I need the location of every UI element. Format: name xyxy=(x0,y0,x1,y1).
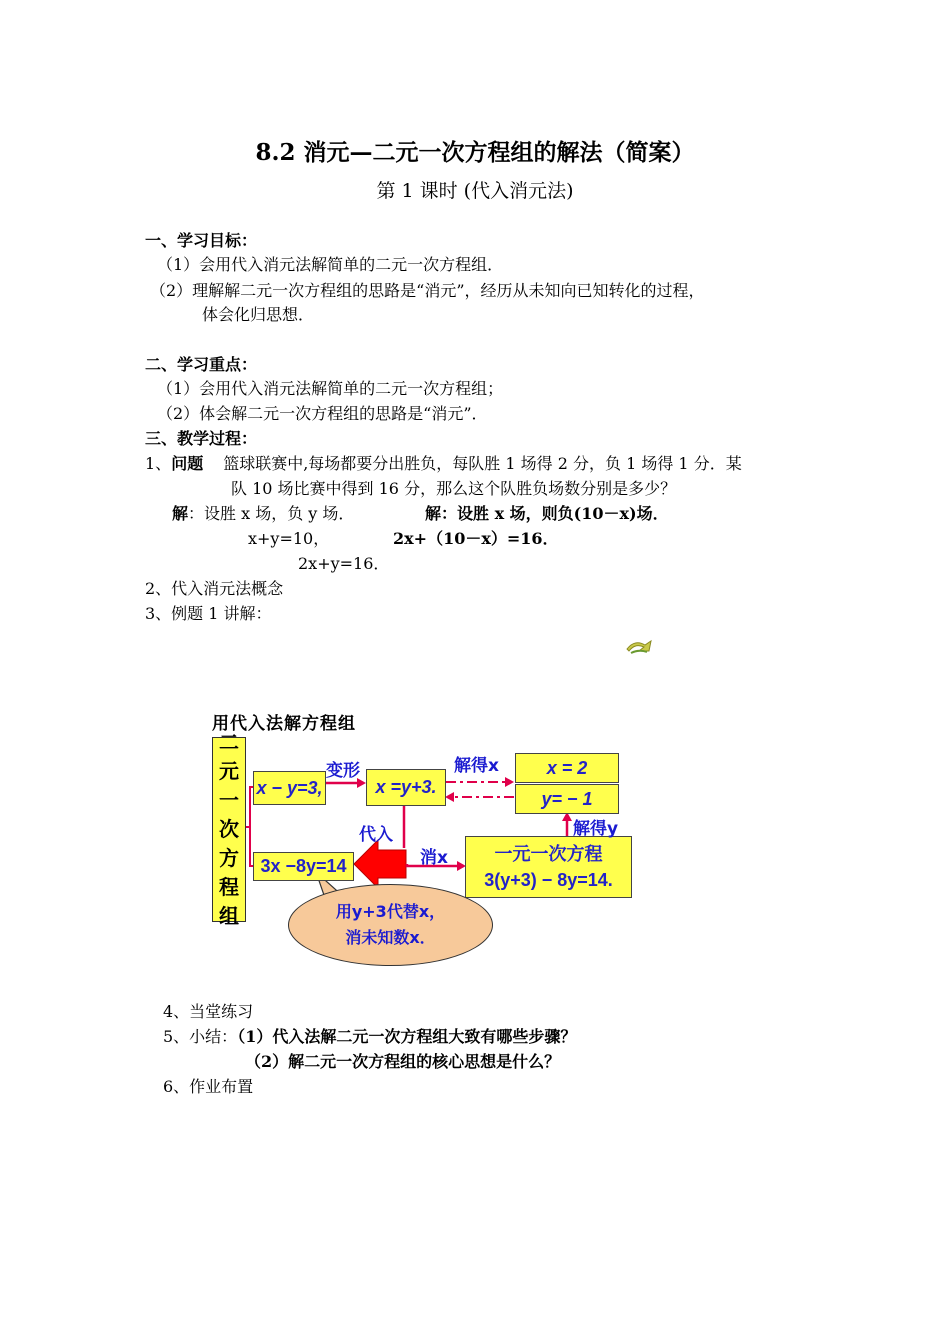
linear-equation-title: 一元一次方程 xyxy=(494,844,603,864)
solution-1-label: 解 xyxy=(172,504,189,523)
linear-equation-box xyxy=(465,836,632,898)
problem-text-1: 篮球联赛中,每场都要分出胜负，每队胜 1 场得 2 分，负 1 场得 1 分．某 xyxy=(223,454,742,473)
label-solve-y: 解得y xyxy=(573,819,619,839)
bubble-line-1: 用y+3代替x， xyxy=(335,902,446,921)
vertical-char: 一 xyxy=(219,788,239,812)
solution-1-eq-2: 2x+y=16． xyxy=(298,554,390,573)
equation-1: x − y=3, xyxy=(256,777,323,798)
label-solve-x: 解得x xyxy=(454,756,499,776)
result-y: y= − 1 xyxy=(541,788,593,809)
page-title: 8.2 消元—二元一次方程组的解法（简案） xyxy=(255,139,695,166)
problem-text-2: 队 10 场比赛中得到 16 分，那么这个队胜负场数分别是多少？ xyxy=(231,479,677,498)
transformed-box xyxy=(366,769,446,806)
process-item-6: 6、作业布置 xyxy=(163,1077,254,1096)
diagram-heading: 用代入法解方程组 xyxy=(212,714,356,734)
process-item-5 xyxy=(163,1024,576,1047)
goals-heading: 一、学习目标： xyxy=(145,231,258,250)
solution-2-eq: 2x+（10－x）=16． xyxy=(393,529,559,548)
result-x: x = 2 xyxy=(546,757,588,778)
goals-item-1: （1）会用代入消元法解简单的二元一次方程组． xyxy=(157,255,504,274)
vertical-char: 次 xyxy=(219,817,239,841)
label-eliminate: 消x xyxy=(420,848,448,868)
process-heading: 三、教学过程： xyxy=(145,429,258,448)
vertical-char: 程 xyxy=(219,875,239,899)
linear-equation: 3(y+3) − 8y=14. xyxy=(484,870,613,890)
equation-2-box xyxy=(253,852,354,881)
keypoints-heading: 二、学习重点： xyxy=(145,355,258,374)
page-subtitle: 第 1 课时 (代入消元法) xyxy=(376,180,574,202)
summary-label: 5、小结： xyxy=(163,1027,238,1046)
keypoints-item-2: （2）体会解二元一次方程组的思路是“消元”． xyxy=(157,404,488,423)
system-label-box xyxy=(212,730,246,928)
label-transform: 变形 xyxy=(326,761,360,781)
explanation-bubble xyxy=(288,884,493,966)
transformed-equation: x =y+3. xyxy=(375,777,437,797)
equation-2: 3x −8y=14 xyxy=(260,856,347,876)
equation-1-box xyxy=(253,771,326,805)
vertical-char: 方 xyxy=(219,846,239,870)
vertical-char: 元 xyxy=(219,759,239,783)
problem-label: 问题 xyxy=(171,454,204,473)
process-item-3: 3、例题 1 讲解： xyxy=(145,604,272,623)
goals-item-2-cont: 体会化归思想． xyxy=(202,305,315,324)
vertical-char: 二 xyxy=(219,730,239,754)
result-y-box xyxy=(515,784,619,814)
problem-number: 1、 xyxy=(145,454,172,473)
bubble-line-2: 消未知数x． xyxy=(345,928,436,947)
keypoints-item-1: （1）会用代入消元法解简单的二元一次方程组； xyxy=(157,379,504,398)
label-substitute: 代入 xyxy=(359,825,393,845)
goals-item-2: （2）理解解二元一次方程组的思路是“消元”，经历从未知向已知转化的过程， xyxy=(150,281,705,300)
vertical-char: 组 xyxy=(219,904,239,928)
summary-question-2: （2）解二元一次方程组的核心思想是什么？ xyxy=(245,1052,561,1071)
process-item-2: 2、代入消元法概念 xyxy=(145,579,284,598)
solution-2: 解：设胜 x 场，则负(10－x)场． xyxy=(425,504,669,523)
solution-1-eq-1: x+y=10， xyxy=(248,529,330,548)
summary-question-1: （1）代入法解二元一次方程组大致有哪些步骤？ xyxy=(237,1027,577,1046)
solution-1-text: ：设胜 x 场，负 y 场． xyxy=(188,504,355,523)
result-x-box xyxy=(515,753,619,783)
process-item-4: 4、当堂练习 xyxy=(163,1002,254,1021)
